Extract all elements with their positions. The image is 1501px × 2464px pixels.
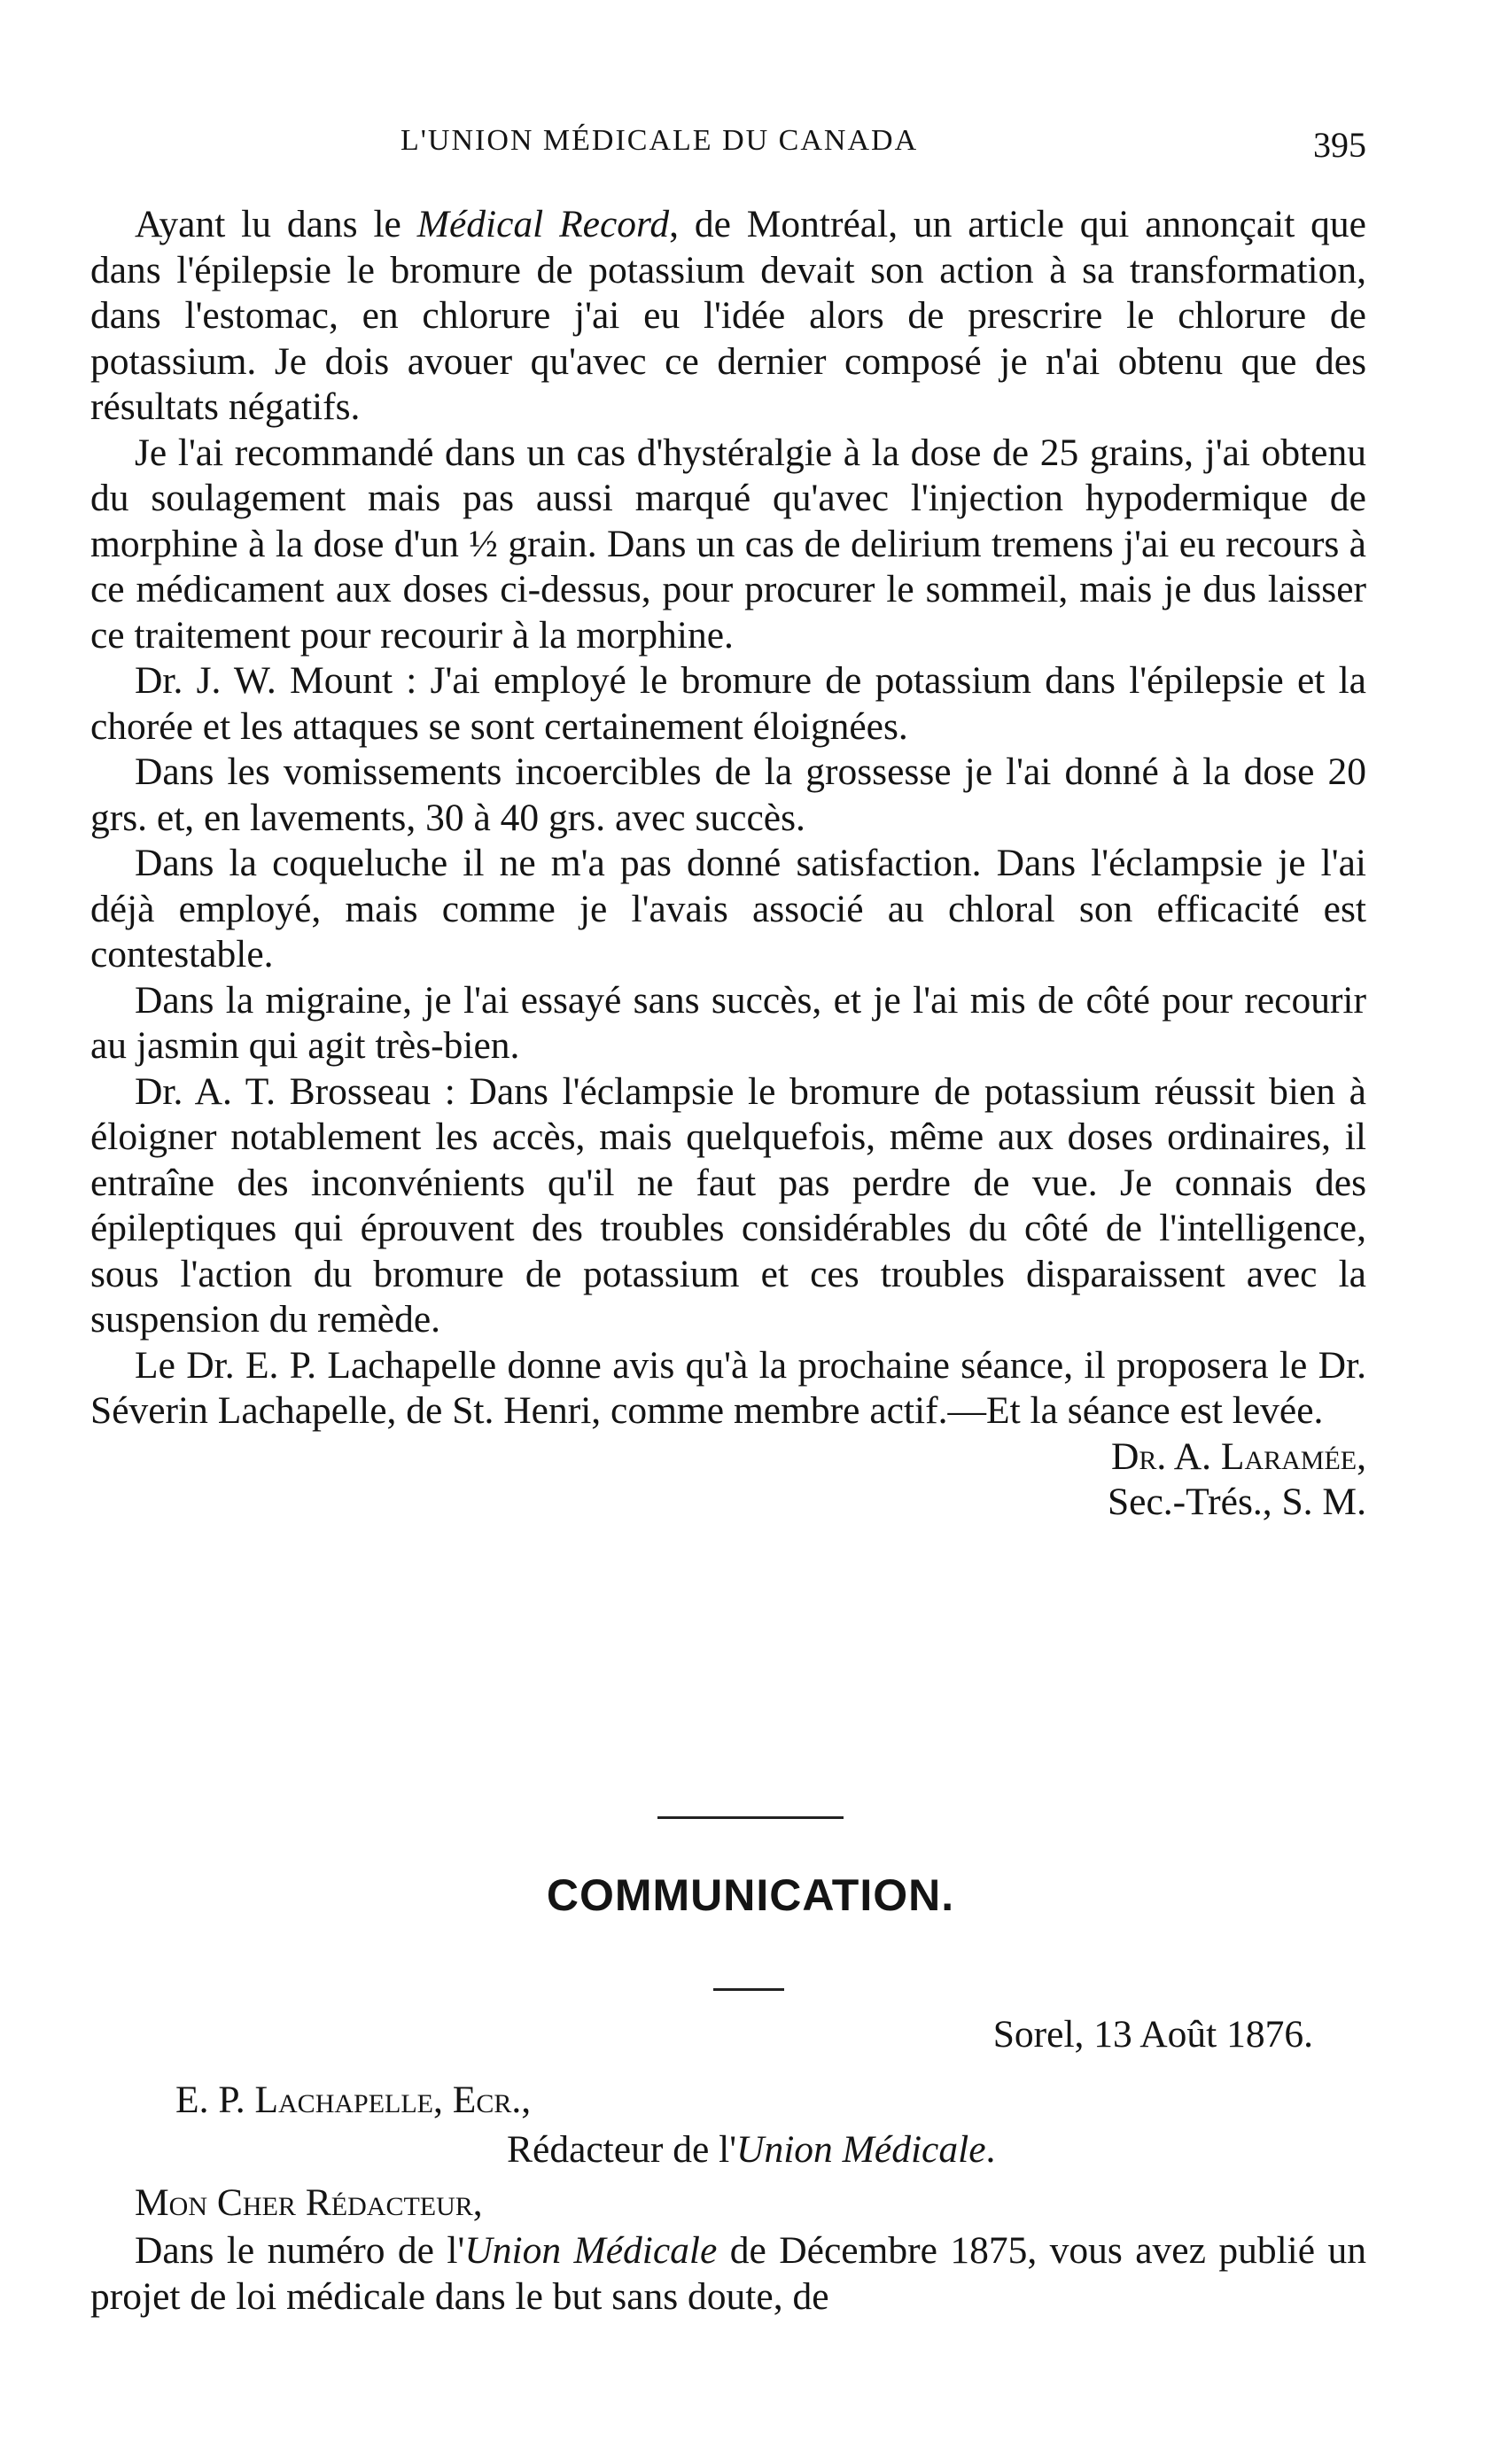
letter-salutation: Mon Cher Rédacteur, <box>135 2181 483 2224</box>
running-head: L'UNION MÉDICALE DU CANADA <box>401 124 919 157</box>
letter-addressee: E. P. Lachapelle, Ecr., <box>175 2079 532 2121</box>
text-run: Ayant lu dans le <box>135 203 417 245</box>
text-run: Je l'ai recommandé dans un cas d'hystéralgie à la dose de 25 grains, j'ai obtenu du soulagement mais pas aussi marqué qu'avec l'injection hypodermique de morphine à la dose d'un ½ grain. Dans un cas de delirium tremens j'ai eu recours à ce médicament aux doses ci-dessus, pour procurer le sommeil, mais je dus laisser ce traitement pour recourir à la morphine. <box>90 431 1366 657</box>
signature-title: Sec.-Trés., S. M. <box>1107 1481 1366 1523</box>
paragraph <box>90 202 1366 431</box>
page-header <box>90 124 1366 177</box>
paragraph <box>90 841 1366 978</box>
text-run: Dr. J. W. Mount : J'ai employé le bromure de potassium dans l'épilepsie et la chorée et les attaques se sont certainement éloignées. <box>90 659 1366 748</box>
text-run: Dans la migraine, je l'ai essayé sans succès, et je l'ai mis de côté pour recourir au jasmin qui agit très-bien. <box>90 978 1366 1067</box>
letter-body <box>90 2227 1366 2320</box>
journal-title: Union Médicale <box>464 2229 718 2272</box>
paragraph <box>90 978 1366 1069</box>
page-number: 395 <box>1313 125 1366 165</box>
paragraph <box>90 1343 1366 1434</box>
journal-title: Union Médicale <box>736 2128 986 2171</box>
text-run: Dr. A. T. Brosseau : Dans l'éclampsie le bromure de potassium réussit bien à éloigner notablement les accès, mais quelquefois, même aux doses ordinaires, il entraîne des inconvénients qu'il ne faut pas perdre de vue. Je connais des épileptiques qui éprouvent des troubles considérables du côté de l'intelligence, sous l'action du bromure de potassium et ces troubles disparaissent avec la suspension du remède. <box>90 1069 1366 1341</box>
section-title: COMMUNICATION. <box>546 1870 955 1920</box>
letter-addressee-role <box>507 2125 1366 2174</box>
letter <box>90 2009 1366 2320</box>
paragraph <box>90 658 1366 750</box>
section-divider <box>657 1816 844 1819</box>
minutes-text <box>90 202 1366 1526</box>
paragraph <box>90 750 1366 841</box>
journal-title: Médical Record <box>416 203 670 245</box>
text-run: Dans la coqueluche il ne m'a pas donné satisfaction. Dans l'éclampsie je l'ai déjà employé, mais comme je l'avais associé au chloral son efficacité est contestable. <box>90 842 1366 975</box>
paragraph <box>90 431 1366 659</box>
letter-dateline: Sorel, 13 Août 1876. <box>992 2013 1313 2056</box>
title-rule <box>713 1988 784 1991</box>
signature-name: Dr. A. Laramée, <box>1110 1434 1366 1478</box>
paragraph <box>90 1069 1366 1343</box>
text-run: Le Dr. E. P. Lachapelle donne avis qu'à la prochaine séance, il proposera le Dr. Séverin Lachapelle, de St. Henri, comme membre actif.—Et la séance est levée. <box>90 1343 1366 1432</box>
text-run: . <box>985 2128 996 2171</box>
text-run: , de Montréal, un article qui annonçait que dans l'épilepsie le bromure de potassium devait son action à sa transformation, dans l'estomac, en chlorure j'ai eu l'idée alors de prescrire le chlorure de potassium. Je dois avouer qu'avec ce dernier composé je n'ai obtenu que des résultats négatifs. <box>90 203 1366 428</box>
text-run: Rédacteur de l' <box>507 2128 737 2171</box>
text-run: Dans les vomissements incoercibles de la grossesse je l'ai donné à la dose 20 grs. et, en lavements, 30 à 40 grs. avec succès. <box>90 750 1366 839</box>
text-run: Dans le numéro de l' <box>135 2229 465 2272</box>
text-run: de Décembre 1875, vous avez publié un projet de loi médicale dans le but sans doute, de <box>90 2229 1366 2318</box>
